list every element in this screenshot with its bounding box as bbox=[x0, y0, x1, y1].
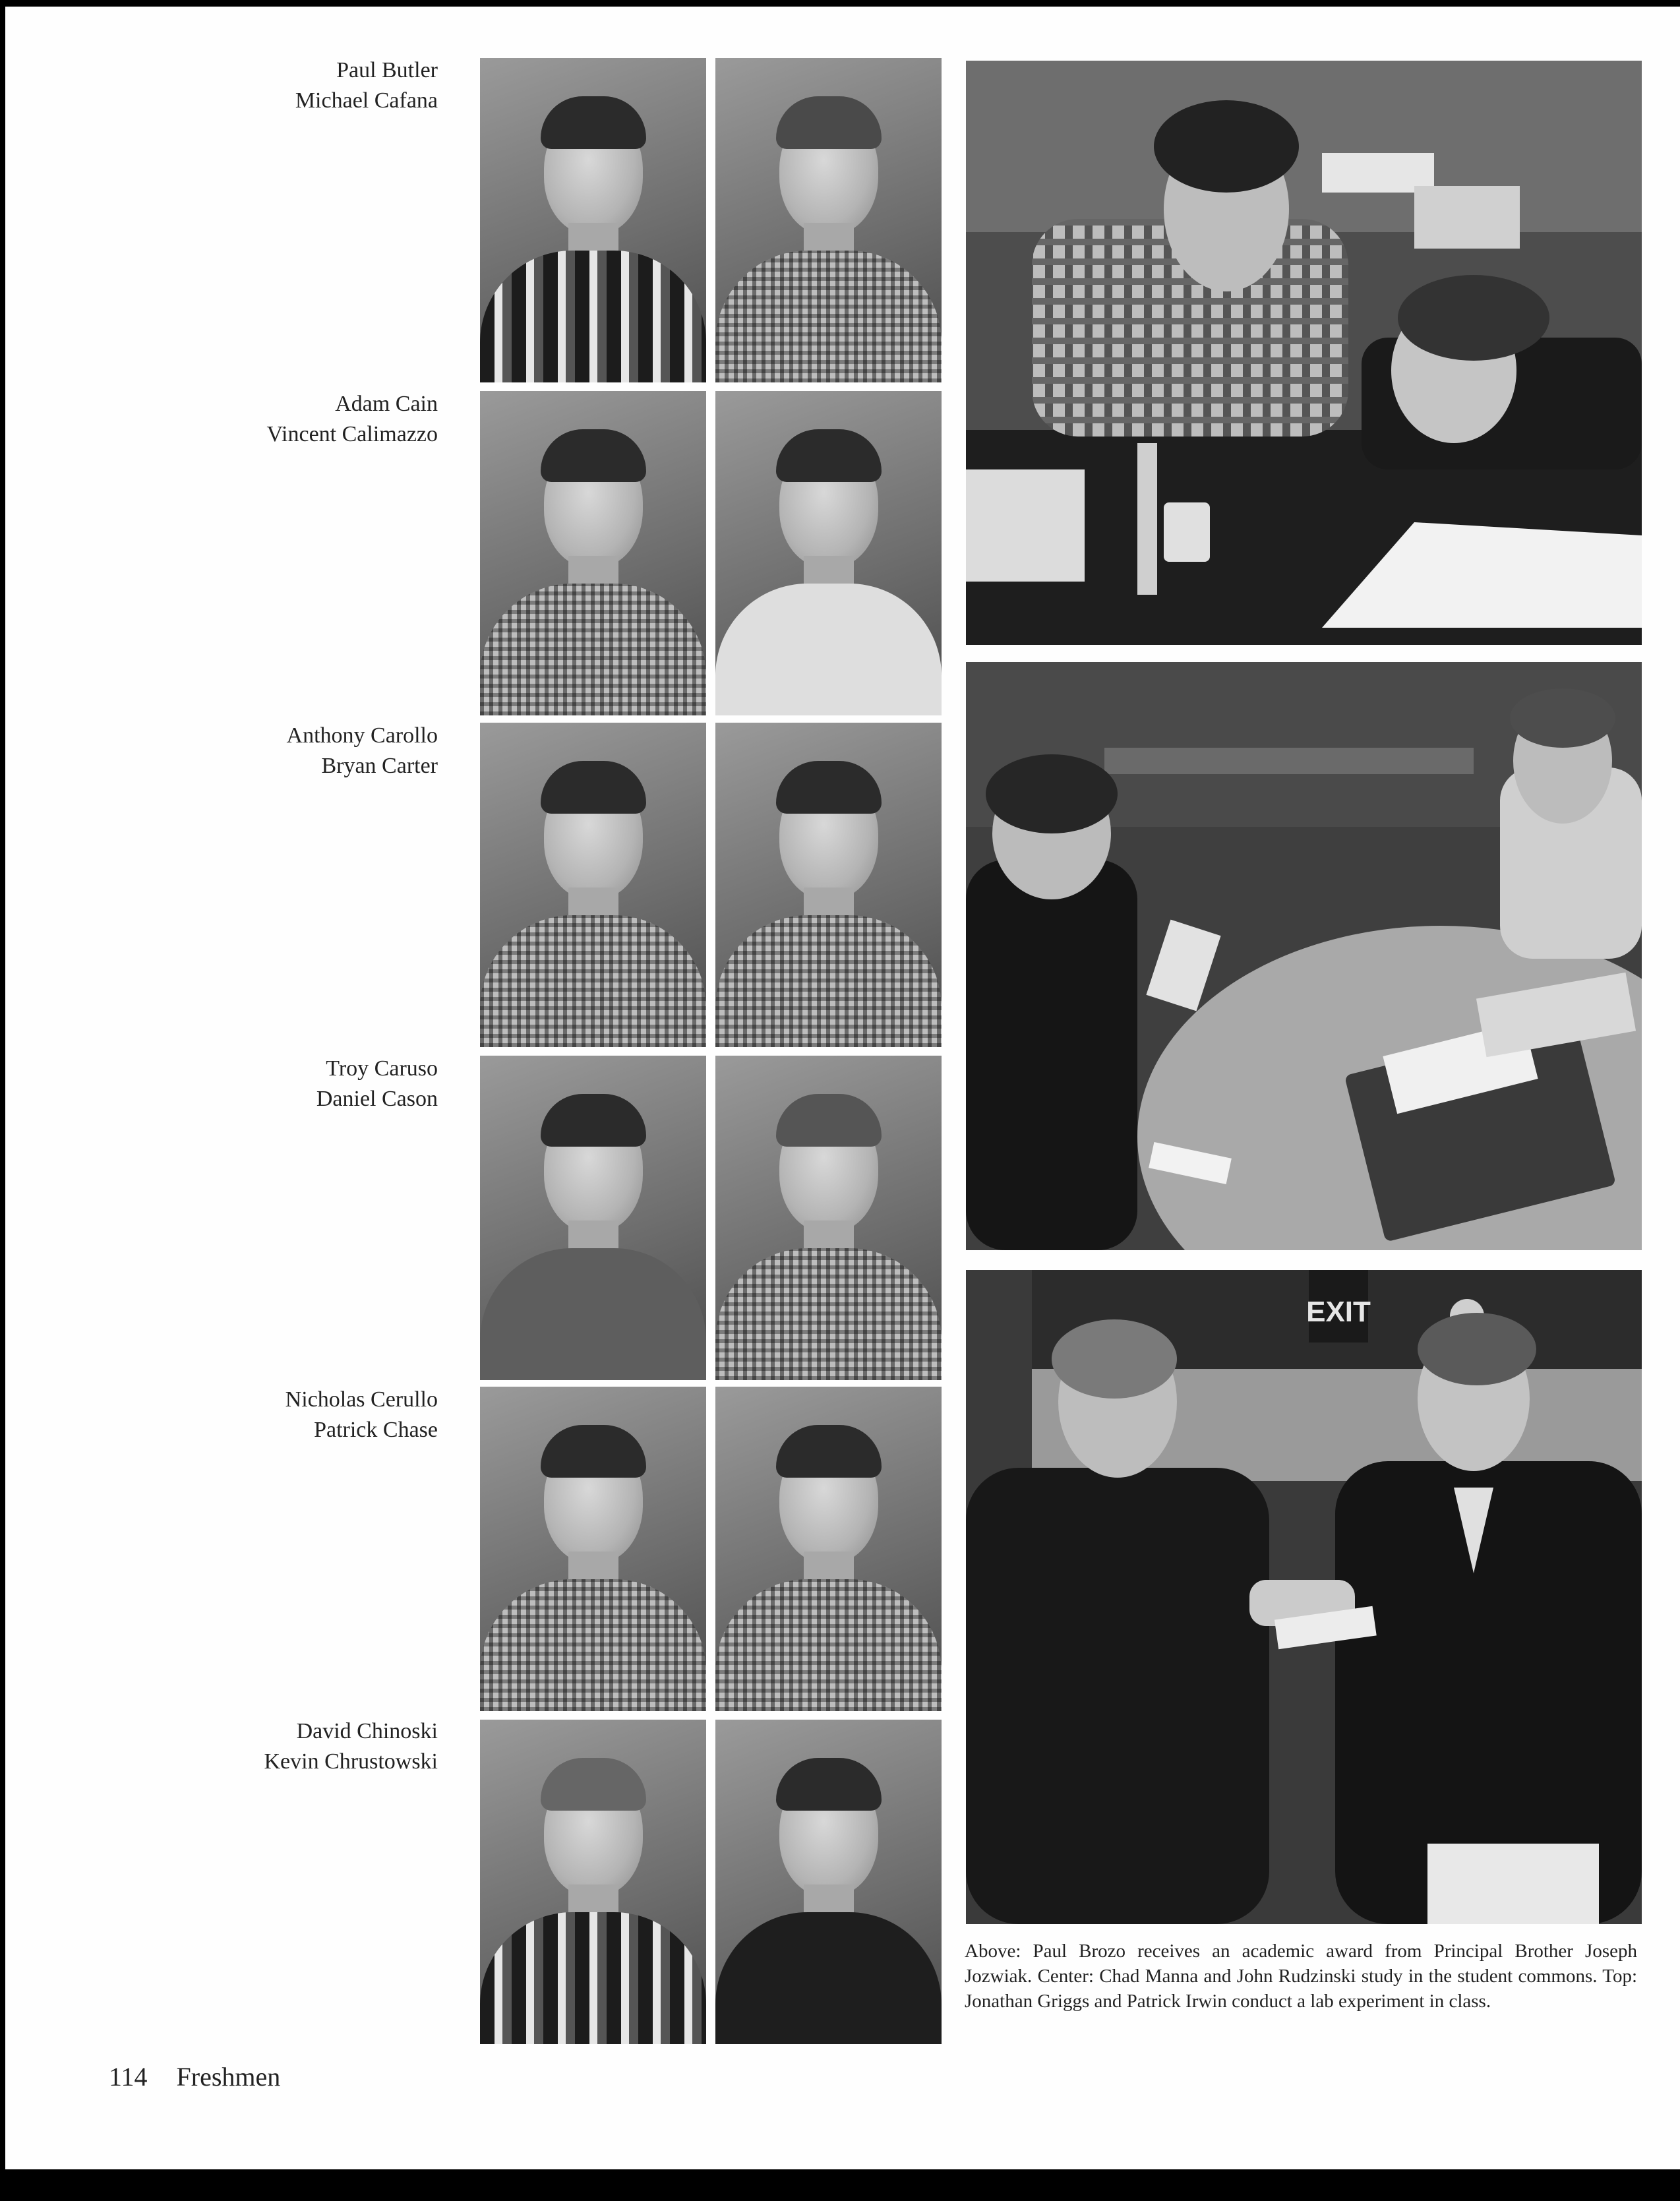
student-name: Troy Caruso bbox=[326, 1056, 438, 1081]
student-name: Anthony Carollo bbox=[286, 723, 438, 748]
name-label-row-3 bbox=[185, 721, 438, 781]
exit-sign-text: EXIT bbox=[1306, 1296, 1371, 1328]
scan-border-bottom bbox=[0, 2169, 1680, 2201]
academic-award-photo bbox=[966, 1270, 1642, 1924]
page-footer bbox=[109, 2061, 280, 2092]
scan-border-top bbox=[0, 0, 1680, 7]
student-portrait bbox=[715, 58, 942, 382]
student-portrait bbox=[480, 391, 706, 715]
student-name: Michael Cafana bbox=[295, 88, 438, 113]
section-title: Freshmen bbox=[176, 2062, 281, 2092]
lab-experiment-photo bbox=[966, 61, 1642, 645]
name-label-row-4 bbox=[185, 1054, 438, 1114]
scan-border-left bbox=[0, 0, 5, 2201]
student-portrait bbox=[715, 723, 942, 1047]
student-portrait bbox=[715, 391, 942, 715]
student-portrait bbox=[480, 1056, 706, 1380]
page-number: 114 bbox=[109, 2062, 148, 2092]
student-name: Daniel Cason bbox=[316, 1087, 438, 1111]
student-name: Adam Cain bbox=[335, 392, 438, 416]
name-label-row-5 bbox=[185, 1385, 438, 1445]
photo-caption: Above: Paul Brozo receives an academic award from Principal Brother Joseph Jozwiak. Center: Chad Manna and John Rudzinski study in the student commons. Top: Jonathan Griggs and Patrick Irwin conduct a lab experiment in class. bbox=[965, 1941, 1637, 2012]
student-commons-photo bbox=[966, 662, 1642, 1250]
name-label-row-1 bbox=[185, 55, 438, 116]
student-name: David Chinoski bbox=[296, 1719, 438, 1743]
student-portrait bbox=[480, 1720, 706, 2044]
student-portrait bbox=[480, 723, 706, 1047]
name-label-row-2 bbox=[185, 389, 438, 450]
student-name: Paul Butler bbox=[336, 58, 438, 82]
student-portrait bbox=[480, 1387, 706, 1711]
student-portrait bbox=[715, 1056, 942, 1380]
name-label-row-6 bbox=[185, 1716, 438, 1777]
student-name: Bryan Carter bbox=[321, 754, 438, 778]
student-name: Nicholas Cerullo bbox=[285, 1387, 438, 1412]
student-portrait bbox=[715, 1720, 942, 2044]
student-name: Vincent Calimazzo bbox=[266, 422, 438, 446]
student-portrait bbox=[715, 1387, 942, 1711]
student-name: Patrick Chase bbox=[314, 1418, 438, 1442]
student-name: Kevin Chrustowski bbox=[264, 1749, 438, 1774]
student-portrait bbox=[480, 58, 706, 382]
